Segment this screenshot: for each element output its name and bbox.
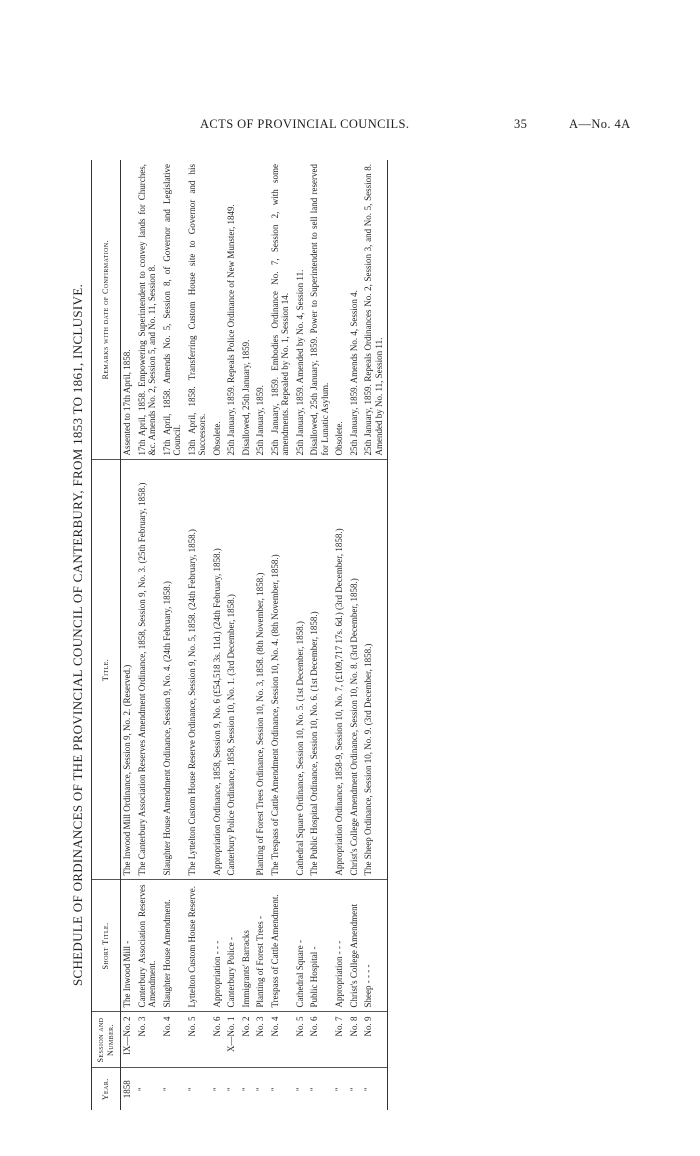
title-cell: The Public Hospital Ordinance, Session 10, No. 6. (1st December, 1858.) [308,460,333,880]
session-cell: No. 7 [333,1012,348,1068]
session-cell: X—No. 1 [225,1012,240,1068]
schedule-title: SCHEDULE OF ORDINANCES OF THE PROVINCIAL COUNCIL OF CANTERBURY, FROM 1853 TO 1861, INCLUSIVE. [70,283,85,987]
short-title-cell: Canterbury Association Reserves Amendment. [136,880,161,1012]
session-cell: No. 6 [308,1012,333,1068]
year-cell: " [136,1087,147,1092]
title-cell: Canterbury Police Ordinance, 1858, Session 10, No. 1. (3rd December, 1858.) [225,460,240,880]
session-cell: No. 9 [362,1012,388,1068]
session-cell: No. 8 [348,1012,363,1068]
table-row [161,160,186,1110]
remarks-cell: Disallowed, 25th January, 1859. [240,160,255,460]
table-row [308,160,333,1110]
session-cell: No. 4 [161,1012,186,1068]
short-title-cell: Planting of Forest Trees - [254,880,269,1012]
paper-reference: A—No. 4A [569,117,631,131]
header-year: Year. [92,1068,121,1110]
title-cell [240,460,255,880]
header-session: Session and Number. [92,1012,121,1068]
header-remarks: Remarks with date of Confirmation. [92,160,121,460]
remarks-cell: Disallowed, 25th January, 1859. Power to Superintendent to sell land reserved for Lunatic Asylum. [308,160,333,460]
running-header [0,117,700,137]
header-short-title: Short Title. [92,880,121,1012]
table-row [240,160,255,1110]
short-title-cell: Slaughter House Amendment. [161,880,186,1012]
table-body [121,160,388,1110]
remarks-cell: Obsolete. [211,160,226,460]
year-cell: " [348,1087,359,1092]
session-cell: No. 5 [294,1012,309,1068]
remarks-cell: 17th April, 1858. Amends No. 5, Session 8, of Governor and Legislative Council. [161,160,186,460]
remarks-cell: 25th January, 1859. Embodies Ordinance No. 7, Session 2, with some amendments. Repealed by No. 1, Session 14. [269,160,294,460]
title-cell: Christ's College Amendment Ordinance, Session 10, No. 8. (3rd December, 1858.) [348,460,363,880]
year-cell: 1858 [122,1080,132,1099]
title-cell: Appropriation Ordinance, 1858-9, Session 10, No. 7, (£109,717 17s. 6d.) (3rd December, 1858.) [333,460,348,880]
title-cell: Cathedral Square Ordinance, Session 10, No. 5. (1st December, 1858.) [294,460,309,880]
short-title-cell: Trespass of Cattle Amendment. [269,880,294,1012]
short-title-cell: Cathedral Square - [294,880,309,1012]
table-row [294,160,309,1110]
table-header-row [92,160,121,1110]
year-cell: " [269,1087,280,1092]
remarks-cell: 25th January, 1859. Repeals Ordinances No. 2, Session 3, and No. 5, Session 8. Amended by No. 11, Session 11. [362,160,388,460]
title-cell: The Inwood Mill Ordinance, Session 9, No. 2. (Reserved.) [121,460,136,880]
remarks-cell: Assented to 17th April, 1858. [121,160,136,460]
session-cell: No. 3 [254,1012,269,1068]
session-cell: No. 5 [186,1012,211,1068]
session-cell: No. 6 [211,1012,226,1068]
remarks-cell: 13th April, 1858. Transferring Custom House site to Governor and his Successors. [186,160,211,460]
table-row [225,160,240,1110]
year-cell: " [226,1087,236,1092]
remarks-cell: 25th January, 1859. Amends No. 4, Session 4. [348,160,363,460]
header-title: Title. [92,460,121,880]
short-title-cell: Sheep - - - - [362,880,388,1012]
title-cell: Planting of Forest Trees Ordinance, Session 10, No. 3, 1858. (8th November, 1858.) [254,460,269,880]
session-cell: IX—No. 2 [121,1012,136,1068]
session-cell: No. 3 [136,1012,161,1068]
ordinances-table [91,160,388,1110]
short-title-cell: The Inwood Mill - [121,880,136,1012]
title-cell: Appropriation Ordinance, 1858, Session 9, No. 6 (£54,518 3s. 11d.) (24th February, 1858.) [211,460,226,880]
short-title-cell: Christ's College Amendment [348,880,363,1012]
year-cell: " [161,1087,172,1092]
table-row [211,160,226,1110]
short-title-cell: Appropriation - - - [211,880,226,1012]
year-cell: " [362,1068,388,1110]
page-number: 35 [514,117,528,131]
year-cell: " [186,1087,197,1092]
title-cell: The Canterbury Association Reserves Amendment Ordinance, 1858, Session 9, No. 3. (25th February, 1858.) [136,460,161,880]
short-title-cell: Public Hospital - [308,880,333,1012]
remarks-cell: 25th January, 1859. [254,160,269,460]
table-row [254,160,269,1110]
table-row [362,160,388,1110]
remarks-cell: Obsolete. [333,160,348,460]
table-row [186,160,211,1110]
session-cell: No. 4 [269,1012,294,1068]
short-title-cell: Immigrants' Barracks [240,880,255,1012]
rotated-schedule [65,160,485,1110]
title-cell: The Sheep Ordinance, Session 10, No. 9. (3rd December, 1858.) [362,460,388,880]
remarks-cell: 17th April, 1858. Empowering Superintendent to convey lands for Churches, &c. Amends No. 2, Session 5, and No. 11, Session 8. [136,160,161,460]
title-cell: The Trespass of Cattle Amendment Ordinance, Session 10, No. 4. (8th November, 1858.) [269,460,294,880]
remarks-cell: 25th January, 1859. Amended by No. 4, Session 11. [294,160,309,460]
table-row [333,160,348,1110]
title-cell: Slaughter House Amendment Ordinance, Session 9, No. 4. (24th February, 1858.) [161,460,186,880]
session-cell: No. 2 [240,1012,255,1068]
table-row [121,160,136,1110]
title-cell: The Lyttelton Custom House Reserve Ordinance, Session 9, No. 5, 1858. (24th February, 1858.) [186,460,211,880]
short-title-cell: Lyttelton Custom House Reserve. [186,880,211,1012]
year-cell: " [240,1087,251,1092]
table-row [136,160,161,1110]
year-cell: " [309,1087,319,1092]
year-cell: " [255,1087,265,1092]
table-row [269,160,294,1110]
year-cell: " [211,1087,222,1092]
short-title-cell: Canterbury Police - [225,880,240,1012]
running-title: ACTS OF PROVINCIAL COUNCILS. [200,117,410,131]
year-cell: " [334,1087,344,1092]
year-cell: " [294,1087,305,1092]
short-title-cell: Appropriation - - - [333,880,348,1012]
remarks-cell: 25th January, 1859. Repeals Police Ordinance of New Munster, 1849. [225,160,240,460]
table-row [348,160,363,1110]
